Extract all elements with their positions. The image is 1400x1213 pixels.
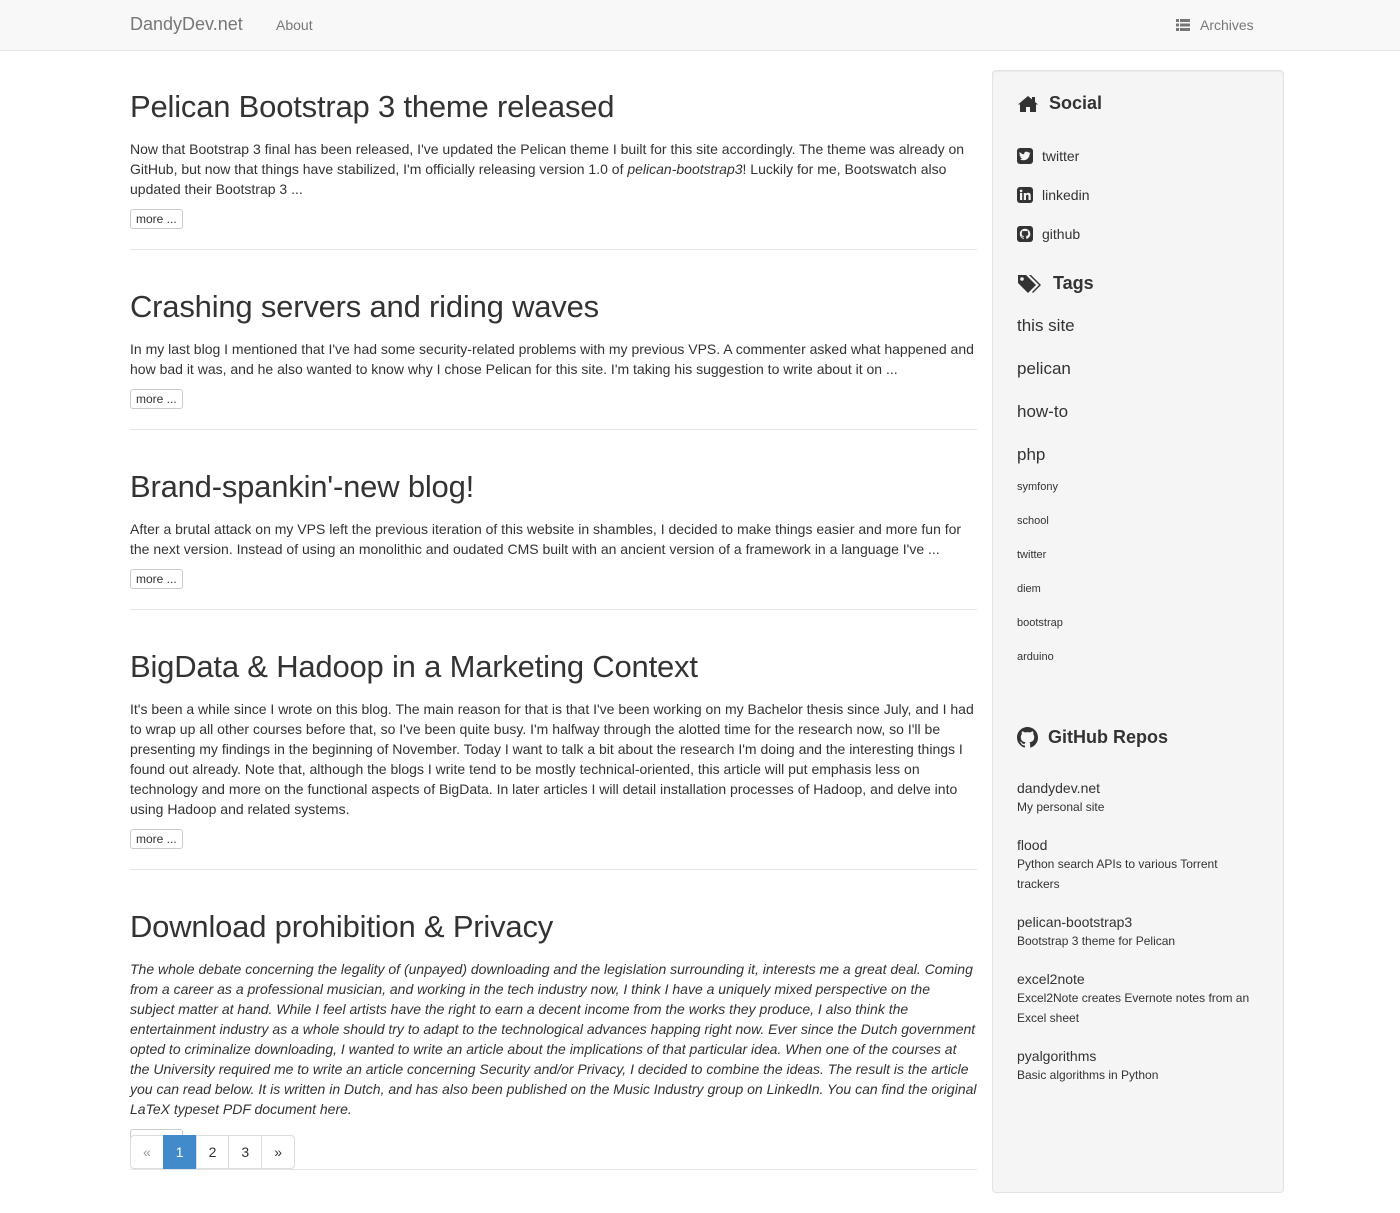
brand-link[interactable]: DandyDev.net bbox=[130, 14, 243, 34]
tag-link[interactable]: pelican bbox=[1017, 359, 1071, 378]
repo-item[interactable] bbox=[1017, 779, 1259, 817]
pagination-page-3[interactable]: 3 bbox=[228, 1135, 262, 1169]
repo-name[interactable]: flood bbox=[1017, 837, 1048, 853]
nav-archives-label: Archives bbox=[1200, 17, 1254, 33]
tag-link[interactable]: bootstrap bbox=[1017, 617, 1063, 629]
post bbox=[130, 270, 977, 430]
tag-list bbox=[1017, 314, 1259, 683]
repo-item[interactable] bbox=[1017, 970, 1259, 1028]
post bbox=[130, 450, 977, 610]
post bbox=[130, 890, 977, 1170]
tag-link[interactable]: symfony bbox=[1017, 481, 1058, 493]
post bbox=[130, 630, 977, 870]
repo-name[interactable]: excel2note bbox=[1017, 971, 1085, 987]
repo-name[interactable]: pyalgorithms bbox=[1017, 1048, 1097, 1064]
tags-icon bbox=[1017, 274, 1043, 294]
more-button[interactable]: more ... bbox=[130, 209, 183, 229]
social-link-github[interactable]: github bbox=[1017, 214, 1259, 253]
repo-item[interactable] bbox=[1017, 1047, 1259, 1085]
repo-description: Bootstrap 3 theme for Pelican bbox=[1017, 934, 1176, 948]
tag-link[interactable]: school bbox=[1017, 515, 1049, 527]
pagination-page-2[interactable]: 2 bbox=[196, 1135, 230, 1169]
post-title[interactable]: BigData & Hadoop in a Marketing Context bbox=[130, 649, 698, 684]
post-summary: After a brutal attack on my VPS left the previous iteration of this website in shambles, I decided to make things easier and more fun for the next version. Instead of using an monolithic and oudated CMS built with an ancient version of a framework in a language I've ... bbox=[130, 521, 962, 557]
repo-item[interactable] bbox=[1017, 913, 1259, 951]
linkedin-square-icon bbox=[1017, 187, 1033, 203]
repo-list bbox=[1017, 779, 1259, 1085]
tag-link[interactable]: php bbox=[1017, 445, 1046, 464]
repo-name[interactable]: pelican-bootstrap3 bbox=[1017, 914, 1133, 930]
pagination-page-1[interactable]: 1 bbox=[163, 1135, 197, 1169]
post-summary: Now that Bootstrap 3 final has been released, I've updated the Pelican theme I built for this site accordingly. The theme was already on GitHub, but now that things have stabilized, I'm officially releasing version 1.0 of pelican-bootstrap3! Luckily for me, Bootswatch also updated their Bootstrap 3 ... bbox=[130, 141, 965, 197]
post-title[interactable]: Brand-spankin'-new blog! bbox=[130, 469, 475, 504]
pagination-prev[interactable]: « bbox=[130, 1135, 164, 1169]
github-square-icon bbox=[1017, 226, 1033, 242]
tag-link[interactable]: how-to bbox=[1017, 402, 1069, 421]
tag-link[interactable]: twitter bbox=[1017, 549, 1047, 561]
post-summary: In my last blog I mentioned that I've had some security-related problems with my previous VPS. A commenter asked what happened and how bad it was, and he also wanted to know why I chose Pelican for this site. I'm taking his suggestion to write about it on ... bbox=[130, 341, 974, 377]
post-list bbox=[130, 70, 977, 1190]
social-list bbox=[1017, 136, 1259, 253]
navbar bbox=[0, 0, 1400, 51]
tag-link[interactable]: arduino bbox=[1017, 651, 1054, 663]
repo-description: My personal site bbox=[1017, 800, 1105, 814]
twitter-square-icon bbox=[1017, 148, 1033, 164]
social-heading: Social bbox=[1017, 93, 1259, 114]
pagination-next[interactable]: » bbox=[261, 1135, 295, 1169]
post-summary: The whole debate concerning the legality of (unpayed) downloading and the legislation surrounding it, interests me a great deal. Coming from a career as a professional musician, and working in the tech industry now, I think I have a uniquely mixed perspective on the subject matter at hand. While I feel artists have the right to earn a decent income from the works they produce, I also think the entertainment industry as a whole should try to adapt to the technological advances happing right now. Ever since the Dutch government opted to criminalize downloading, I wanted to write an article about the implications of that particular idea. When one of the courses at the University required me to write an article concerning Security and/or Privacy, I decided to combine the ideas. The result is the article you can read below. It is written in Dutch, and has also been published on the Music Industry group on LinkedIn. You can find the original LaTeX typeset PDF document here. bbox=[130, 961, 977, 1117]
repo-item[interactable] bbox=[1017, 836, 1259, 894]
post bbox=[130, 70, 977, 250]
github-repos-heading: GitHub Repos bbox=[1017, 727, 1259, 748]
nav-archives-link[interactable] bbox=[1176, 17, 1254, 33]
social-link-twitter[interactable]: twitter bbox=[1017, 136, 1259, 175]
more-button[interactable]: more ... bbox=[130, 829, 183, 849]
tags-heading: Tags bbox=[1017, 273, 1259, 294]
list-icon bbox=[1176, 19, 1190, 31]
pagination bbox=[130, 1135, 295, 1169]
post-summary: It's been a while since I wrote on this blog. The main reason for that is that I've been working on my Bachelor thesis since July, and I had to wrap up all other courses before that, so I've been quite busy. I'm halfway through the alotted time for the research now, so I'll be presenting my findings in the beginning of November. Today I want to talk a bit about the research I'm doing and the interesting things I found out already. Note that, although the blogs I write tend to be mostly technical-oriented, this article will put emphasis less on technology and more on the functional aspects of BigData. In later articles I will detail installation processes of Hadoop, and delve into using Hadoop and related systems. bbox=[130, 701, 974, 817]
tag-link[interactable]: diem bbox=[1017, 583, 1041, 595]
nav-about-link[interactable]: About bbox=[276, 17, 313, 33]
more-button[interactable]: more ... bbox=[130, 569, 183, 589]
repo-description: Basic algorithms in Python bbox=[1017, 1068, 1159, 1082]
social-link-linkedin[interactable]: linkedin bbox=[1017, 175, 1259, 214]
github-icon bbox=[1017, 727, 1038, 748]
post-title[interactable]: Pelican Bootstrap 3 theme released bbox=[130, 89, 615, 124]
tag-link[interactable]: this site bbox=[1017, 316, 1075, 335]
post-title[interactable]: Download prohibition & Privacy bbox=[130, 909, 554, 944]
repo-description: Python search APIs to various Torrent trackers bbox=[1017, 857, 1218, 891]
repo-name[interactable]: dandydev.net bbox=[1017, 780, 1101, 796]
repo-description: Excel2Note creates Evernote notes from an Excel sheet bbox=[1017, 991, 1250, 1025]
post-title[interactable]: Crashing servers and riding waves bbox=[130, 289, 599, 324]
sidebar bbox=[992, 70, 1284, 1193]
more-button[interactable]: more ... bbox=[130, 389, 183, 409]
home-icon bbox=[1017, 95, 1039, 113]
